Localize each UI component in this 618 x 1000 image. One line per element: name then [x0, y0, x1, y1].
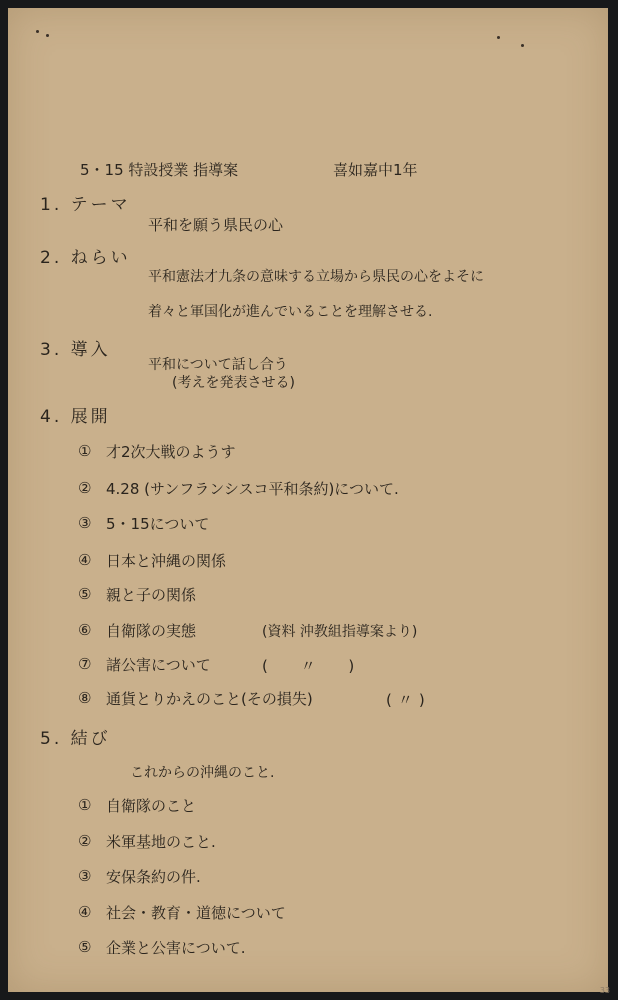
section-aim-heading: 2. ねらい [40, 248, 131, 268]
development-item: 才2次大戦のようす [106, 443, 236, 461]
item-number: ⑦ [78, 655, 92, 673]
item-number: ⑧ [78, 689, 92, 707]
conclusion-item: 安保条約の件. [106, 868, 201, 886]
aim-line-2: 着々と軍国化が進んでいることを理解させる. [148, 304, 433, 320]
item-number: ③ [78, 867, 92, 885]
item-number: ② [78, 479, 92, 497]
conclusion-lead: これからの沖縄のこと. [130, 765, 275, 781]
section-theme-heading: 1. テーマ [40, 195, 131, 215]
conclusion-item: 自衛隊のこと [106, 797, 197, 815]
document-title: 5・15 特設授業 指導案 [80, 161, 239, 179]
intro-line-2: (考えを発表させる) [172, 375, 295, 391]
item-number: ⑥ [78, 621, 92, 639]
intro-line-1: 平和について話し合う [148, 357, 288, 373]
item-number: ① [78, 442, 92, 460]
item-number: ④ [78, 551, 92, 569]
conclusion-item: 社会・教育・道徳について [106, 904, 286, 922]
development-item: 諸公害について [106, 656, 211, 674]
section-intro-heading: 3. 導入 [40, 340, 111, 360]
paper-speck [36, 30, 39, 33]
development-item-note: (〃) [386, 691, 431, 709]
development-item: 自衛隊の実態 [106, 622, 197, 640]
theme-text: 平和を願う県民の心 [148, 216, 284, 234]
paper-speck [497, 36, 500, 39]
page-number: 33 [599, 986, 610, 995]
item-number: ③ [78, 514, 92, 532]
item-number: ⑤ [78, 938, 92, 956]
paper-speck [521, 44, 524, 47]
development-item: 通貨とりかえのこと(その損失) [106, 690, 313, 708]
paper-speck [46, 34, 49, 37]
section-conclusion-heading: 5. 結び [40, 729, 111, 749]
item-number: ⑤ [78, 585, 92, 603]
development-item-note: (資料 沖教組指導案より) [262, 624, 418, 640]
aim-line-1: 平和憲法才九条の意味する立場から県民の心をよそに [148, 269, 484, 285]
conclusion-item: 企業と公害について. [106, 939, 246, 957]
development-item: 5・15について [106, 515, 210, 533]
development-item-note: ( 〃 ) [262, 657, 369, 675]
conclusion-item: 米軍基地のこと. [106, 833, 216, 851]
section-development-heading: 4. 展開 [40, 407, 111, 427]
development-item: 日本と沖縄の関係 [106, 552, 227, 570]
development-item: 親と子の関係 [106, 586, 197, 604]
item-number: ④ [78, 903, 92, 921]
item-number: ② [78, 832, 92, 850]
school-grade: 喜如嘉中1年 [333, 161, 418, 179]
item-number: ① [78, 796, 92, 814]
development-item: 4.28 (サンフランシスコ平和条約)について. [106, 480, 399, 498]
document-page [8, 8, 608, 992]
